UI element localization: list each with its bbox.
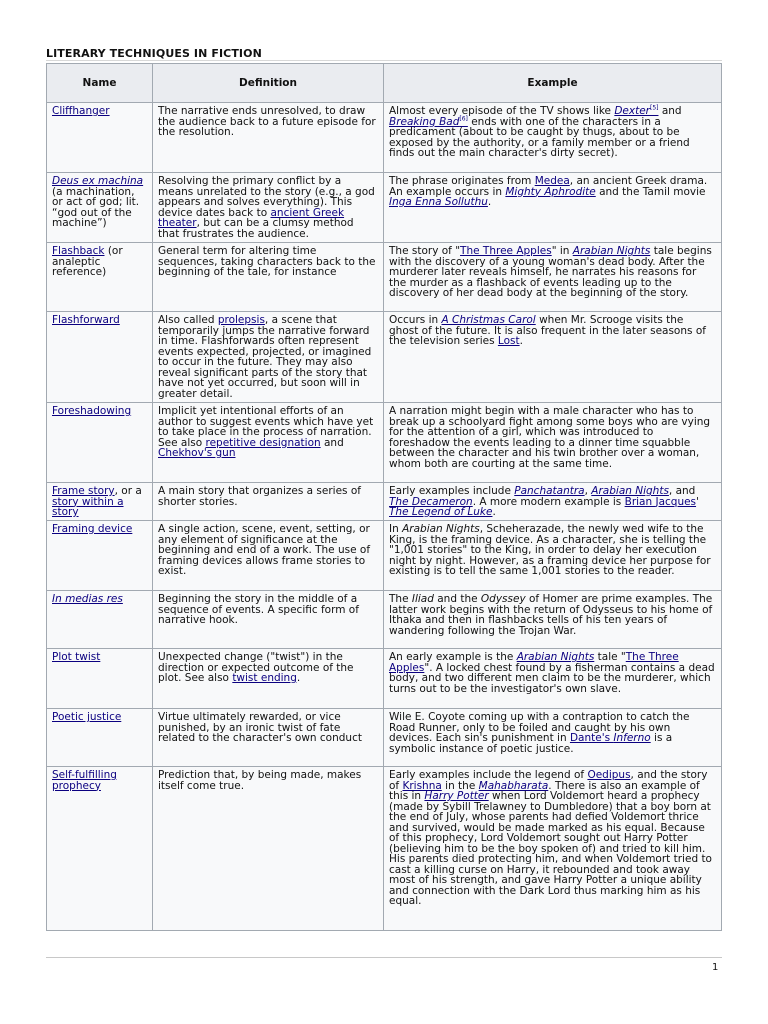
cell-example: [384, 649, 722, 709]
cell-text: . A more modern example is: [472, 495, 625, 508]
table-row: [47, 243, 722, 312]
cell-text: Unexpected change ("twist") in the direction or expected outcome of the plot. See also: [158, 651, 354, 684]
cell-text: and the: [433, 593, 481, 605]
cell-name: [47, 767, 153, 931]
cell-text: General term for altering time sequences, taking characters back to the beginning of the tale, for instance: [158, 245, 376, 278]
cell-name: [47, 173, 153, 243]
table-row: [47, 403, 722, 483]
cell-text: ,: [584, 485, 592, 497]
cell-link[interactable]: A Christmas Carol: [441, 314, 536, 326]
column-header-example: Example: [384, 64, 722, 103]
cell-text: of Homer are prime examples. The latter work begins with the return of Odysseus to his home of Ithaka and then in flashbacks tells of his ten years of wandering following the Trojan War.: [389, 593, 713, 637]
cell-link[interactable]: Cliffhanger: [52, 105, 110, 117]
cell-definition: [153, 649, 384, 709]
table-row: [47, 312, 722, 403]
cell-text: is a symbolic instance of poetic justice.: [389, 732, 673, 755]
cell-example: [384, 173, 722, 243]
cell-link[interactable]: Dante's: [569, 732, 614, 744]
cell-name: [47, 103, 153, 173]
cell-text: " in: [551, 245, 573, 257]
cell-text: Early examples include the legend of: [389, 769, 588, 781]
cell-definition: [153, 591, 384, 649]
cell-link[interactable]: Oedipus: [587, 769, 631, 781]
cell-definition: [153, 403, 384, 483]
cell-name: [47, 312, 153, 403]
cell-link[interactable]: Mighty Aphrodite: [505, 185, 596, 198]
cell-link[interactable]: Deus ex machina: [52, 175, 144, 187]
cell-text: Occurs in: [389, 314, 442, 326]
cell-example: [384, 591, 722, 649]
cell-example: [384, 767, 722, 931]
cell-text: (or analeptic reference): [52, 245, 123, 278]
cell-text: , but can be a clumsy method that frustrates the audience.: [158, 217, 354, 240]
cell-link[interactable]: Arabian Nights: [591, 485, 669, 497]
cell-text: . There is also an example of this in: [389, 779, 700, 802]
cell-text: Also called: [158, 314, 218, 326]
cell-text: The story of ": [389, 245, 461, 257]
cell-link[interactable]: repetitive designation: [205, 436, 321, 449]
cell-text: Prediction that, by being made, makes itself come true.: [158, 769, 362, 792]
cell-text: In: [389, 523, 403, 535]
cell-definition: [153, 103, 384, 173]
cell-definition: [153, 709, 384, 767]
cell-text: A narration might begin with a male character who has to break up a schoolyard fight among some boys who are vying for the attention of a girl, which was introduced to foreshadow the events leading to a dinner time squabble between the character and his twin brother over a woman, whom both are courting at the same time.: [389, 405, 711, 470]
cell-link[interactable]: [6]: [459, 115, 468, 122]
cell-text: The phrase originates from: [389, 175, 535, 187]
cell-link[interactable]: Flashback: [52, 245, 105, 257]
cell-link[interactable]: twist ending: [232, 672, 297, 684]
cell-link[interactable]: Self-fulfilling prophecy: [52, 769, 117, 792]
cell-name: [47, 403, 153, 483]
cell-text: when Lord Voldemort heard a prophecy (made by Sybill Trelawney to Dumbledore) that a boy born at the end of July, whose parents had defied Voldemort thrice and survived, would be made marked as his equal. Because of this prophecy, Lord Voldemort sought out Harry Potter (believing him to be the boy spoken of) and tried to kill him. His parents died protecting him, and when Voldemort tried to cast a killing curse on Harry, it rebounded and took away most of his strength, and gave Harry Potter a unique ability and connection with the Dark Lord thus marking him as his equal.: [389, 790, 712, 907]
table-body: [47, 103, 722, 931]
cell-text: ends with one of the characters in a predicament (about to be caught by thugs, about to be exposed by the authority, or a family member or a friend finds out the main character's dirty secret).: [389, 115, 690, 159]
cell-example: [384, 312, 722, 403]
cell-example: [384, 483, 722, 521]
cell-link[interactable]: Arabian Nights: [516, 651, 595, 663]
cell-text: (a machination, or act of god; lit. “god out of the machine”): [52, 185, 140, 229]
cell-text: ': [696, 495, 699, 508]
cell-definition: [153, 521, 384, 591]
cell-link[interactable]: Flashforward: [52, 314, 120, 326]
cell-text: Beginning the story in the middle of a sequence of events. A specific form of narrative hook.: [158, 593, 359, 626]
table-row: [47, 709, 722, 767]
cell-text: Odyssey: [480, 593, 526, 605]
table-row: [47, 173, 722, 243]
cell-example: [384, 403, 722, 483]
cell-link[interactable]: Krishna: [402, 779, 442, 792]
cell-link[interactable]: The Three Apples: [389, 651, 679, 674]
literary-techniques-table: [46, 63, 722, 931]
cell-name: [47, 709, 153, 767]
cell-text: A single action, scene, event, setting, or any element of significance at the beginning and end of a work. The use of framing devices allows frame stories to exist.: [158, 523, 371, 577]
cell-link[interactable]: The Legend of Luke: [389, 506, 493, 518]
cell-text: The: [389, 593, 412, 605]
cell-text: , a scene that temporarily jumps the narrative forward in time. Flashforwards often represent events expected, projected, or imagined to occur in the future. They may also reveal significant parts of the story that have not yet occurred, but soon will in greater detail.: [158, 314, 372, 400]
cell-text: Implicit yet intentional efforts of an author to suggest events which have yet to take place in the process of narration. See also: [158, 405, 374, 449]
cell-link[interactable]: Breaking Bad: [389, 115, 460, 128]
cell-name: [47, 591, 153, 649]
cell-link[interactable]: Chekhov's gun: [158, 447, 236, 459]
cell-link[interactable]: Panchatantra: [514, 485, 585, 497]
cell-link[interactable]: Lost: [497, 335, 520, 347]
cell-text: A main story that organizes a series of shorter stories.: [158, 485, 361, 508]
cell-link[interactable]: Poetic justice: [52, 711, 122, 723]
cell-name: [47, 521, 153, 591]
cell-text: .: [296, 672, 301, 684]
cell-text: .: [487, 196, 492, 208]
cell-text: when Mr. Scrooge visits the ghost of the future. It is also frequent in the later seasons of the television series: [389, 314, 706, 347]
cell-definition: [153, 767, 384, 931]
cell-link[interactable]: The Three Apples: [460, 245, 552, 257]
cell-text: Resolving the primary conflict by a means unrelated to the story (e.g., a god appears and solves everything). This device dates back to: [158, 175, 375, 219]
cell-text: Early examples include: [389, 485, 515, 497]
cell-link[interactable]: The Decameron: [389, 495, 473, 508]
cell-link[interactable]: story within a story: [52, 495, 124, 518]
cell-definition: [153, 483, 384, 521]
cell-link[interactable]: Dexter: [614, 105, 650, 117]
cell-name: [47, 483, 153, 521]
cell-text: .: [492, 506, 496, 518]
cell-text: Wile E. Coyote coming up with a contraption to catch the Road Runner, only to be foiled and caught by his own devices. Each sin's punishment in: [389, 711, 690, 744]
table-row: [47, 483, 722, 521]
table-row: [47, 591, 722, 649]
cell-link[interactable]: ancient Greek theater: [158, 206, 345, 229]
title-divider: [46, 60, 722, 61]
cell-link[interactable]: Mahabharata: [478, 779, 549, 792]
cell-link[interactable]: Framing device: [52, 523, 133, 535]
cell-text: ". A locked chest found by a fisherman contains a dead body, and two different men claim to be the murderer, which turns out to be the investigator's own slave.: [389, 661, 715, 695]
cell-text: Arabian Nights: [402, 523, 480, 535]
cell-text: and the Tamil movie: [595, 185, 706, 198]
cell-example: [384, 521, 722, 591]
cell-name: [47, 649, 153, 709]
cell-definition: [153, 173, 384, 243]
cell-link[interactable]: prolepsis: [217, 314, 265, 326]
cell-name: [47, 243, 153, 312]
cell-link[interactable]: Harry Potter: [424, 790, 489, 802]
cell-definition: [153, 243, 384, 312]
cell-link[interactable]: Plot twist: [52, 651, 101, 663]
table-row: [47, 649, 722, 709]
cell-text: , or a: [114, 485, 142, 497]
cell-link[interactable]: In medias res: [52, 593, 123, 605]
cell-link[interactable]: [5]: [649, 104, 659, 112]
cell-link[interactable]: Frame story: [52, 485, 115, 497]
cell-example: [384, 103, 722, 173]
table-row: [47, 521, 722, 591]
cell-text: tale ": [594, 651, 626, 663]
column-header-definition: Definition: [153, 64, 384, 103]
document-title: LITERARY TECHNIQUES IN FICTION: [46, 47, 262, 60]
cell-link[interactable]: Inga Enna Solluthu: [389, 196, 488, 208]
cell-example: [384, 243, 722, 312]
cell-text: , an ancient Greek drama. An example occurs in: [389, 175, 708, 198]
cell-text: .: [519, 335, 523, 347]
column-header-name: Name: [47, 64, 153, 103]
cell-text: and: [658, 105, 682, 117]
cell-text: and: [320, 436, 344, 449]
footer-divider: [46, 957, 722, 958]
cell-text: Almost every episode of the TV shows like: [389, 105, 615, 117]
table-header-row: [47, 64, 722, 103]
cell-link[interactable]: Inferno: [613, 732, 651, 744]
cell-text: The narrative ends unresolved, to draw the audience back to a future episode for the resolution.: [158, 105, 376, 138]
cell-link[interactable]: Medea: [534, 175, 570, 187]
table-row: [47, 767, 722, 931]
cell-text: An early example is the: [389, 651, 517, 663]
cell-link[interactable]: Arabian Nights: [572, 245, 651, 257]
page-number: 1: [712, 962, 719, 973]
cell-text: Iliad: [411, 593, 434, 605]
cell-text: tale begins with the discovery of a young woman's dead body. After the murderer later reveals himself, he narrates his reasons for the murder as a flashback of events leading up to the discovery of her dead body at the beginning of the story.: [389, 245, 712, 299]
cell-link[interactable]: Brian Jacques: [624, 495, 697, 508]
cell-text: , and the story of: [389, 769, 708, 792]
cell-text: in the: [441, 779, 479, 792]
cell-definition: [153, 312, 384, 403]
cell-text: , Scheherazade, the newly wed wife to the King, is the framing device. As a character, she is telling the "1,001 stories" to the King, in order to delay her execution night by night. However, as a framing device her purpose for existing is to tell the same 1,001 stories to the reader.: [389, 523, 711, 577]
cell-example: [384, 709, 722, 767]
table-row: [47, 103, 722, 173]
cell-link[interactable]: Foreshadowing: [52, 405, 132, 417]
cell-text: Virtue ultimately rewarded, or vice punished, by an ironic twist of fate related to the character's own conduct: [158, 711, 362, 744]
cell-text: , and: [668, 485, 696, 497]
